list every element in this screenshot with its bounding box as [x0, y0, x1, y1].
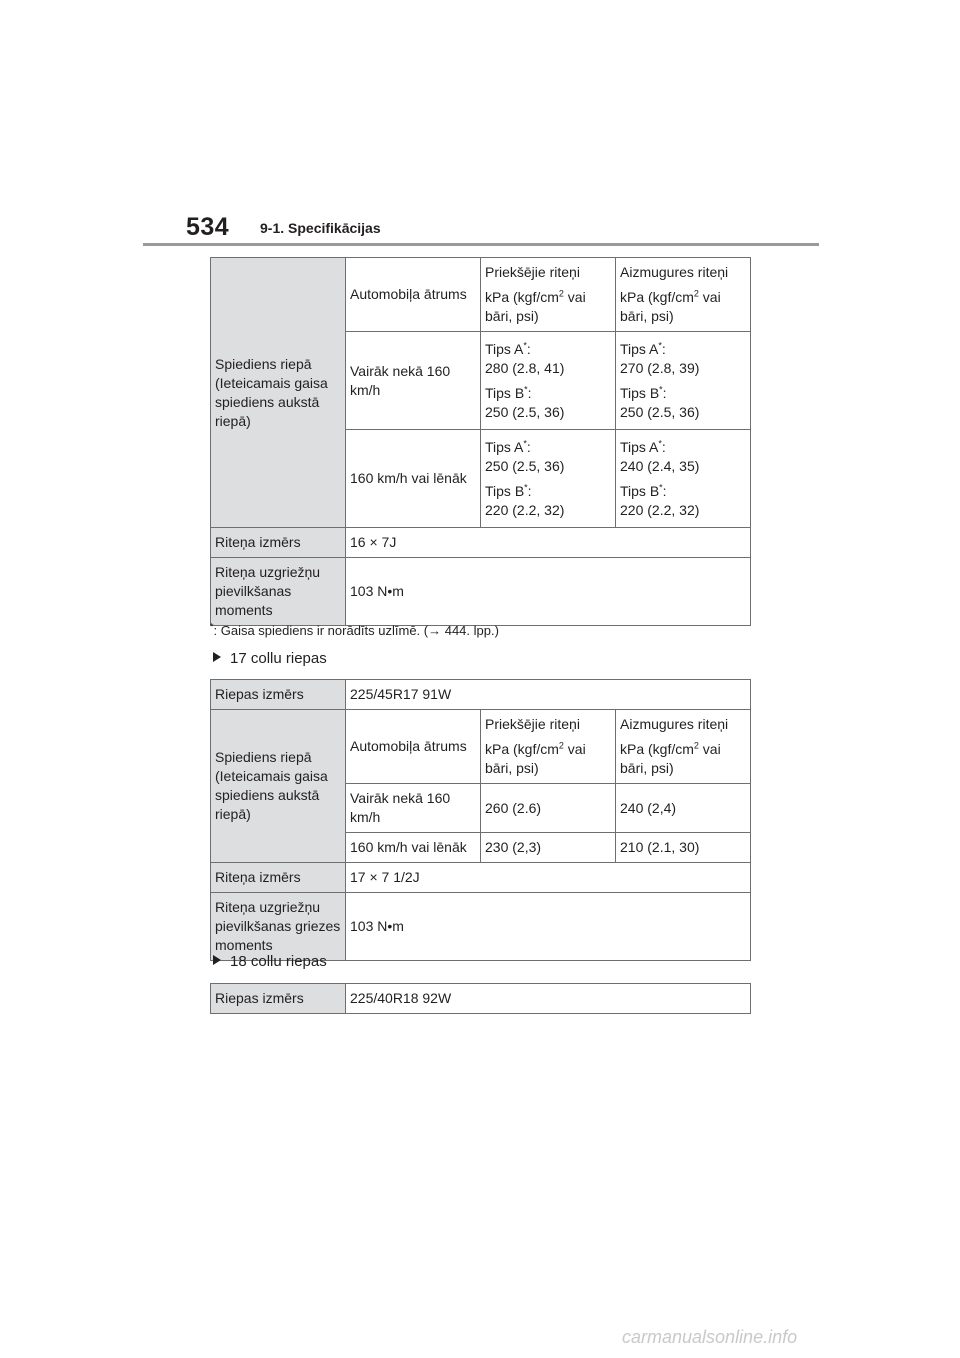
- tip-value: Tips A*: 250 (2.5, 36): [485, 437, 565, 474]
- watermark: carmanualsonline.info: [622, 1327, 798, 1347]
- wheel-size-value: 16 × 7J: [346, 528, 751, 558]
- front-pressure-cell: 230 (2,3): [481, 833, 616, 863]
- torque-value: 103 N•m: [346, 893, 751, 961]
- header-divider: [143, 243, 819, 246]
- rear-unit-label: kPa ($kgf/cm^2$ vai bāri, psi): [620, 740, 721, 776]
- tip-value: Tips B*: 250 (2.5, 36): [485, 383, 565, 420]
- rear-header-cell: [616, 710, 751, 784]
- page-number: 534: [186, 213, 230, 241]
- rear-pressure-cell: 240 (2,4): [616, 784, 751, 833]
- front-pressure-cell: [481, 430, 616, 528]
- tire-size-value: 225/40R18 92W: [346, 984, 751, 1014]
- wheel-size-value: 17 × 7 1/2J: [346, 863, 751, 893]
- rear-header-label: Aizmugures riteņi: [620, 716, 729, 732]
- front-header-cell: [481, 710, 616, 784]
- triangle-bullet-icon: [213, 955, 221, 965]
- speed-cell: 160 km/h vai lēnāk: [346, 430, 481, 528]
- section-title: 9-1. Specifikācijas: [260, 220, 381, 236]
- section-heading-17: 17 collu riepas: [213, 650, 327, 667]
- tip-value: Tips A*: 280 (2.8, 41): [485, 339, 565, 376]
- torque-label: Riteņa uzgriežņu pievilkšanas griezes moments: [211, 893, 346, 961]
- speed-header-cell: Automobiļa ātrums: [346, 258, 481, 332]
- section-heading-18: 18 collu riepas: [213, 953, 327, 970]
- tire-spec-table-16: [210, 257, 751, 626]
- tire-spec-table-17: [210, 679, 751, 961]
- rear-pressure-cell: 210 (2.1, 30): [616, 833, 751, 863]
- speed-cell: Vairāk nekā 160 km/h: [346, 784, 481, 833]
- speed-cell: Vairāk nekā 160 km/h: [346, 332, 481, 430]
- triangle-bullet-icon: [213, 652, 221, 662]
- tip-value: Tips A*: 270 (2.8, 39): [620, 339, 700, 376]
- speed-header-cell: Automobiļa ātrums: [346, 710, 481, 784]
- tire-size-value: 225/45R17 91W: [346, 680, 751, 710]
- wheel-size-label: Riteņa izmērs: [211, 528, 346, 558]
- front-header-label: Priekšējie riteņi: [485, 716, 580, 732]
- front-header-label: Priekšējie riteņi: [485, 264, 580, 280]
- tip-value: Tips A*: 240 (2.4, 35): [620, 437, 700, 474]
- tire-spec-table-18: [210, 983, 751, 1014]
- front-pressure-cell: 260 (2.6): [481, 784, 616, 833]
- rear-header-cell: [616, 258, 751, 332]
- front-unit-label: kPa ($kgf/cm^2$ vai bāri, psi): [485, 288, 586, 324]
- tip-value: Tips B*: 220 (2.2, 32): [485, 481, 565, 518]
- rear-header-label: Aizmugures riteņi: [620, 264, 729, 280]
- rear-unit-label: kPa ($kgf/cm^2$ vai bāri, psi): [620, 288, 721, 324]
- tire-size-label: Riepas izmērs: [211, 984, 346, 1014]
- speed-cell: 160 km/h vai lēnāk: [346, 833, 481, 863]
- tip-value: Tips B*: 250 (2.5, 36): [620, 383, 700, 420]
- front-header-cell: [481, 258, 616, 332]
- torque-value: 103 N•m: [346, 558, 751, 626]
- wheel-size-label: Riteņa izmērs: [211, 863, 346, 893]
- tire-size-label: Riepas izmērs: [211, 680, 346, 710]
- rear-pressure-cell: [616, 332, 751, 430]
- pressure-label-cell: Spiediens riepā (Ieteicamais gaisa spiediens aukstā riepā): [211, 258, 346, 528]
- tip-value: Tips B*: 220 (2.2, 32): [620, 481, 700, 518]
- torque-label: Riteņa uzgriežņu pievilkšanas moments: [211, 558, 346, 626]
- rear-pressure-cell: [616, 430, 751, 528]
- pressure-label-cell: Spiediens riepā (Ieteicamais gaisa spiediens aukstā riepā): [211, 710, 346, 863]
- front-pressure-cell: [481, 332, 616, 430]
- front-unit-label: kPa ($kgf/cm^2$ vai bāri, psi): [485, 740, 586, 776]
- footnote: *: Gaisa spiediens ir norādīts uzlīmē. (→ 444. lpp.): [210, 621, 499, 638]
